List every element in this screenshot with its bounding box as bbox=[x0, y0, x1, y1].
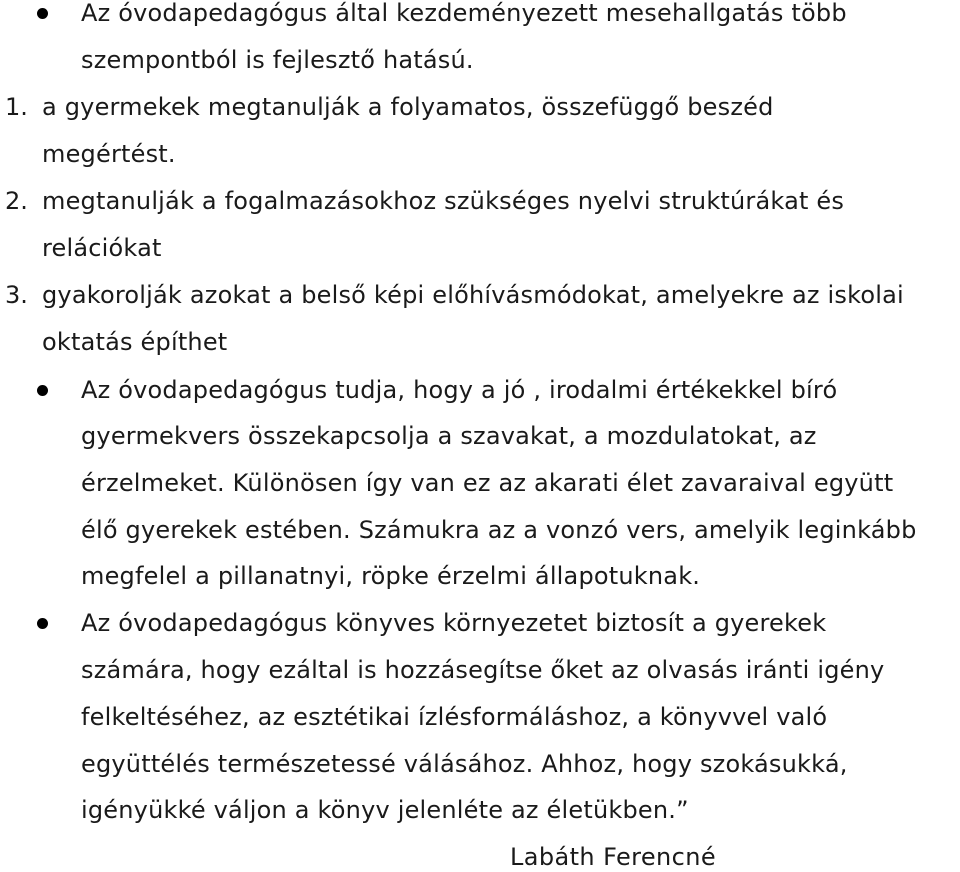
bullet-1-line-1: Az óvodapedagógus tudja, hogy a jó , irodalmi értékekkel bíró bbox=[81, 376, 838, 404]
bullet-1-line-4: élő gyerekek estében. Számukra az a vonzó vers, amelyik leginkább bbox=[81, 516, 917, 544]
item-1-line-1: a gyermekek megtanulják a folyamatos, összefüggő beszéd bbox=[42, 93, 774, 121]
bullet-1-line-3: érzelmeket. Különösen így van ez az akarati élet zavaraival együtt bbox=[81, 469, 894, 497]
bullet-2-line-5: igényükké váljon a könyv jelenléte az életükben.” bbox=[81, 796, 689, 824]
bullet-2-line-4: együttélés természetessé válásához. Ahhoz, hogy szokásukká, bbox=[81, 750, 848, 778]
author-signature: Labáth Ferencné bbox=[510, 843, 717, 871]
item-3-line-1: gyakorolják azokat a belső képi előhívásmódokat, amelyekre az iskolai bbox=[42, 281, 904, 309]
bullet-marker bbox=[37, 8, 48, 19]
intro-bullet-line-1: Az óvodapedagógus által kezdeményezett mesehallgatás több bbox=[81, 0, 847, 27]
item-2-number: 2. bbox=[5, 187, 28, 215]
intro-bullet-line-2: szempontból is fejlesztő hatású. bbox=[81, 46, 474, 74]
bullet-2-line-2: számára, hogy ezáltal is hozzásegítse őket az olvasás iránti igény bbox=[81, 656, 885, 684]
bullet-1-line-2: gyermekvers összekapcsolja a szavakat, a mozdulatokat, az bbox=[81, 422, 817, 450]
bullet-1-line-5: megfelel a pillanatnyi, röpke érzelmi állapotuknak. bbox=[81, 562, 701, 590]
item-3-line-2: oktatás építhet bbox=[42, 328, 228, 356]
item-3-number: 3. bbox=[5, 281, 28, 309]
item-1-number: 1. bbox=[5, 93, 28, 121]
bullet-2-line-1: Az óvodapedagógus könyves környezetet biztosít a gyerekek bbox=[81, 609, 827, 637]
bullet-marker bbox=[37, 385, 48, 396]
item-2-line-2: relációkat bbox=[42, 234, 162, 262]
item-2-line-1: megtanulják a fogalmazásokhoz szükséges nyelvi struktúrákat és bbox=[42, 187, 845, 215]
item-1-line-2: megértést. bbox=[42, 140, 176, 168]
bullet-2-line-3: felkeltéséhez, az esztétikai ízlésformáláshoz, a könyvvel való bbox=[81, 703, 828, 731]
bullet-marker bbox=[37, 618, 48, 629]
